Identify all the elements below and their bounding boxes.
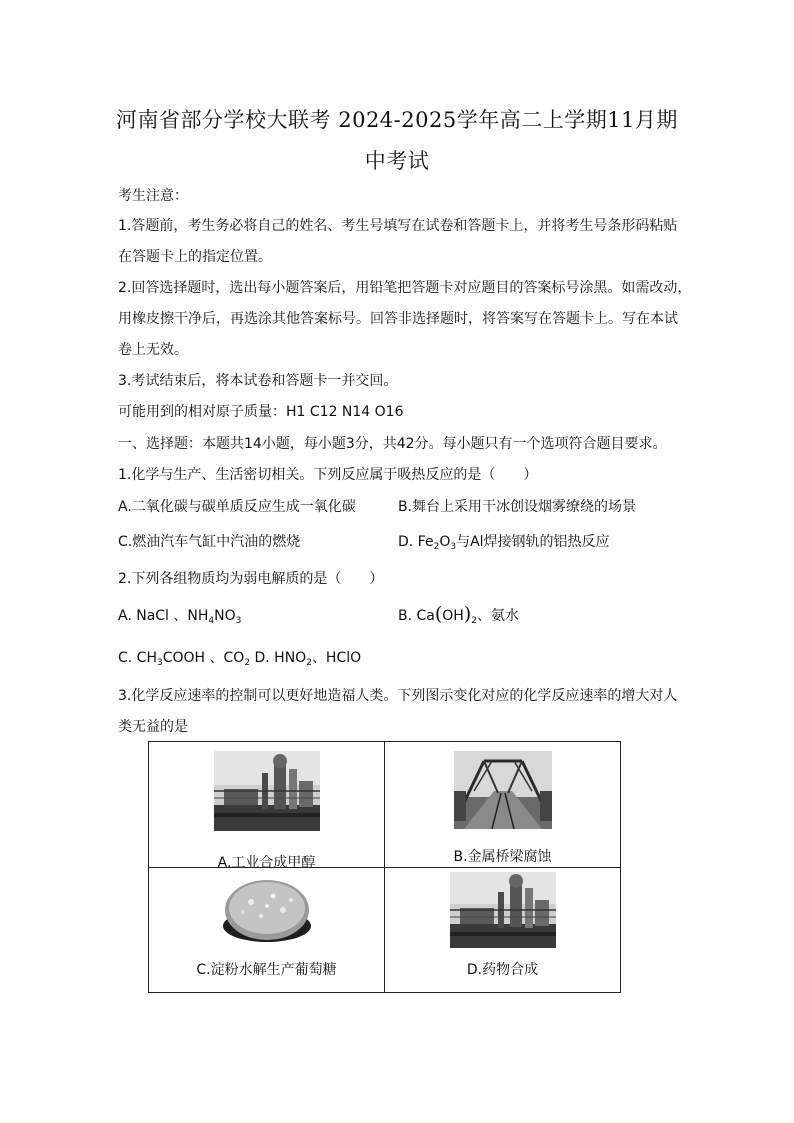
q3-caption-c: C.淀粉水解生产葡萄糖 [196,961,337,978]
q2-a-sub-1: 4 [208,616,215,626]
q1-d-text-2: O [439,534,451,550]
q2-cd-text-2: COOH 、CO [162,650,245,666]
q2-cd-sub-2: 2 [244,658,251,668]
chemical-plant-image [214,751,320,831]
q2-option-b [398,603,519,626]
q2-cd-text-3: D. HNO [250,650,307,666]
q3-caption-b: B.金属桥梁腐蚀 [453,849,552,865]
q2-b-text-1: B. Ca [398,608,435,624]
q2-cd-text-1: C. CH [118,650,157,666]
notice-item-1b: 在答题卡上的指定位置。 [118,249,272,265]
q3-caption-d: D.药物合成 [466,961,539,978]
q1-option-a: A.二氧化碳与碳单质反应生成一氧化碳 [118,499,356,515]
q2-cd-text-4: 、HClO [311,650,362,666]
q3-image-table [148,741,621,993]
notice-item-1a: 1.答题前，考生务必将自己的姓名、考生号填写在试卷和答题卡上，并将考生号条形码粘贴 [118,218,678,234]
q3-stem-b: 类无益的是 [118,719,188,735]
section1-heading: 一、选择题：本题共14小题，每小题3分，共42分。每小题只有一个选项符合题目要求。 [118,436,667,452]
q3-cell-d [385,867,621,993]
notice-item-2b: 用橡皮擦干净后，再选涂其他答案标号。回答非选择题时，将答案写在答题卡上。写在本试 [118,311,678,327]
notice-item-3: 3.考试结束后，将本试卷和答题卡一并交回。 [118,373,398,389]
q1-d-text-3: 与Al焊接钢轨的铝热反应 [456,534,610,550]
q2-b-sub: 2 [471,616,477,626]
q1-option-b: B.舞台上采用干冰创设烟雾缭绕的场景 [398,499,637,515]
exam-title-line1: 河南省部分学校大联考 2024-2025学年高二上学期11月期 [116,108,678,132]
q1-option-d [398,532,610,552]
q1-option-c: C.燃油汽车气缸中汽油的燃烧 [118,534,301,550]
notice-item-2a: 2.回答选择题时，选出每小题答案后，用铅笔把答题卡对应题目的答案标号涂黑。如需改动， [118,280,692,296]
q2-stem: 2.下列各组物质均为弱电解质的是（ ） [118,571,384,587]
q1-stem: 1.化学与生产、生活密切相关。下列反应属于吸热反应的是（ ） [118,467,538,483]
q2-b-left-paren: ( [434,603,443,625]
q3-caption-a: A.工业合成甲醇 [217,855,316,871]
glucose-dish-image [221,876,313,946]
q3-cell-b [385,742,621,868]
q3-stem-a: 3.化学反应速率的控制可以更好地造福人类。下列图示变化对应的化学反应速率的增大对人 [118,688,678,704]
exam-title-line2: 中考试 [364,149,430,173]
drug-synthesis-plant-image [450,872,556,948]
q3-cell-a [149,742,385,871]
bridge-image [454,751,552,829]
q1-d-sub-1: 2 [433,542,440,552]
q3-cell-c [149,867,385,993]
notice-heading: 考生注意： [118,188,188,204]
q2-b-right-paren: ) [463,603,472,625]
q2-b-text-3: 、氨水 [476,608,519,624]
q2-cd-sub-3: 2 [306,658,312,668]
q2-a-text-1: A. NaCl 、NH [118,608,209,624]
q2-a-sub-2: 3 [235,616,242,626]
q1-d-sub-2: 3 [450,542,457,552]
q2-a-text-2: NO [214,608,236,624]
q2-option-c-d [118,648,361,668]
atomic-mass-line: 可能用到的相对原子质量：H1 C12 N14 O16 [118,404,404,420]
notice-item-2c: 卷上无效。 [118,342,188,358]
q2-cd-sub-1: 3 [156,658,163,668]
q2-option-a [118,606,241,626]
q2-b-text-2: OH [442,608,464,624]
q1-d-text-1: D. Fe [398,534,434,550]
